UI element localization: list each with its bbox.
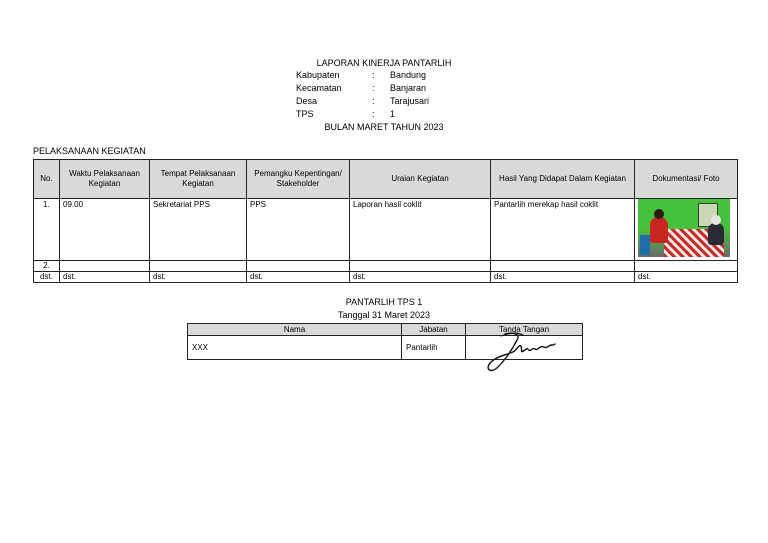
col-header-waktu: Waktu Pelaksanaan Kegiatan bbox=[60, 160, 150, 199]
cell-tempat: dst. bbox=[150, 272, 247, 283]
cell-no: 2. bbox=[34, 261, 60, 272]
info-label: Kecamatan bbox=[296, 83, 342, 93]
cell-no: dst. bbox=[34, 272, 60, 283]
info-value: Banjaran bbox=[390, 83, 427, 93]
info-value: Bandung bbox=[390, 70, 427, 80]
cell-pemangku bbox=[247, 261, 350, 272]
col-header-tempat: Tempat Pelaksanaan Kegiatan bbox=[150, 160, 247, 199]
info-label: TPS bbox=[296, 109, 314, 119]
table-row bbox=[34, 199, 738, 261]
col-header-hasil: Hasil Yang Didapat Dalam Kegiatan bbox=[491, 160, 635, 199]
cell-jabatan: Pantarlih bbox=[402, 336, 466, 360]
info-colon: : bbox=[372, 83, 375, 93]
info-value: Tarajusari bbox=[390, 96, 430, 106]
table-header-row bbox=[34, 160, 738, 199]
col-header-pemangku: Pemangku Kepentingan/ Stakeholder bbox=[247, 160, 350, 199]
signature-heading: PANTARLIH TPS 1 bbox=[345, 297, 423, 307]
col-header-no: No. bbox=[34, 160, 60, 199]
activity-table bbox=[33, 159, 738, 283]
col-header-dokumentasi: Dokumentasi/ Foto bbox=[635, 160, 738, 199]
table-row bbox=[34, 261, 738, 272]
info-colon: : bbox=[372, 96, 375, 106]
report-title: LAPORAN KINERJA PANTARLIH bbox=[316, 58, 452, 68]
info-label: Kabupaten bbox=[296, 70, 340, 80]
info-colon: : bbox=[372, 109, 375, 119]
info-value: 1 bbox=[390, 109, 396, 119]
cell-pemangku: PPS bbox=[247, 199, 350, 261]
cell-waktu: dst. bbox=[60, 272, 150, 283]
cell-hasil: dst. bbox=[491, 272, 635, 283]
signature-date: Tanggal 31 Maret 2023 bbox=[337, 310, 431, 320]
handwritten-signature bbox=[483, 330, 563, 374]
cell-dokumentasi bbox=[635, 199, 738, 261]
cell-uraian: Laporan hasil coklit bbox=[350, 199, 491, 261]
cell-no: 1. bbox=[34, 199, 60, 261]
cell-tempat bbox=[150, 261, 247, 272]
cell-waktu: 09.00 bbox=[60, 199, 150, 261]
col-header-tanda-tangan: Tanda Tangan bbox=[466, 324, 583, 336]
info-colon: : bbox=[372, 70, 375, 80]
cell-dokumentasi: dst. bbox=[635, 272, 738, 283]
table-row bbox=[34, 272, 738, 283]
info-label: Desa bbox=[296, 96, 318, 106]
cell-pemangku: dst. bbox=[247, 272, 350, 283]
cell-hasil: Pantarlih merekap hasil coklit bbox=[491, 199, 635, 261]
cell-hasil bbox=[491, 261, 635, 272]
col-header-uraian: Uraian Kegiatan bbox=[350, 160, 491, 199]
cell-dokumentasi bbox=[635, 261, 738, 272]
cell-nama: XXX bbox=[188, 336, 402, 360]
cell-tempat: Sekretariat PPS bbox=[150, 199, 247, 261]
col-header-nama: Nama bbox=[188, 324, 402, 336]
report-period: BULAN MARET TAHUN 2023 bbox=[324, 122, 444, 132]
col-header-jabatan: Jabatan bbox=[402, 324, 466, 336]
documentation-photo bbox=[638, 199, 730, 257]
cell-waktu bbox=[60, 261, 150, 272]
report-header bbox=[0, 57, 768, 69]
section-title: PELAKSANAAN KEGIATAN bbox=[33, 146, 146, 156]
cell-uraian: dst. bbox=[350, 272, 491, 283]
cell-uraian bbox=[350, 261, 491, 272]
